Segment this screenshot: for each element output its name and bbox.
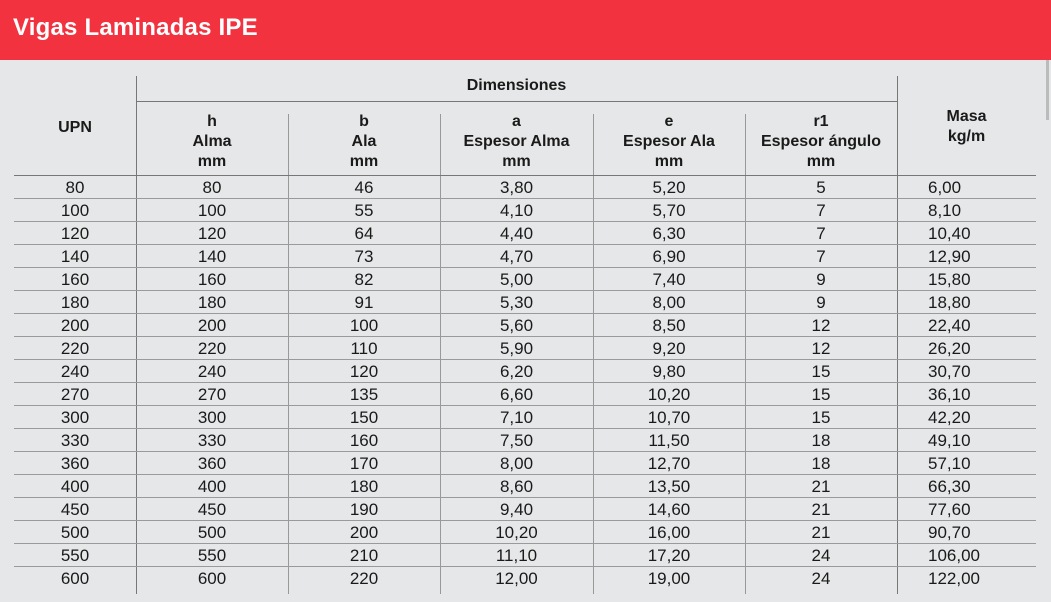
cell-r1: 7 (816, 247, 826, 266)
cell-r1: 18 (811, 454, 831, 473)
cell-upn: 240 (60, 362, 90, 381)
table-row (14, 337, 1036, 360)
table-row (14, 383, 1036, 406)
cell-r1: 21 (811, 477, 831, 496)
cell-r1: 24 (811, 569, 831, 588)
cell-masa: 42,20 (928, 408, 971, 427)
table-row (14, 314, 1036, 337)
cell-h: 330 (197, 431, 227, 450)
cell-upn: 200 (60, 316, 90, 335)
cell-upn: 160 (60, 270, 90, 289)
table-row (14, 406, 1036, 429)
cell-e: 10,70 (647, 408, 691, 427)
cell-h: 100 (197, 201, 227, 220)
cell-masa: 8,10 (928, 201, 962, 220)
cell-e: 19,00 (647, 569, 691, 588)
cell-h: 400 (197, 477, 227, 496)
cell-h: 450 (197, 500, 227, 519)
cell-a: 5,00 (499, 270, 534, 289)
cell-upn: 360 (60, 454, 90, 473)
cell-a: 4,10 (499, 201, 534, 220)
cell-a: 9,40 (499, 500, 534, 519)
cell-r1: 21 (811, 523, 831, 542)
cell-e: 5,70 (652, 201, 686, 220)
cell-h: 500 (197, 523, 227, 542)
cell-masa: 10,40 (928, 224, 971, 243)
table-row (14, 291, 1036, 314)
cell-masa: 106,00 (928, 546, 980, 565)
cell-e: 17,20 (647, 546, 691, 565)
cell-upn: 80 (65, 178, 85, 197)
cell-r1: 15 (811, 362, 831, 381)
cell-b: 73 (354, 247, 374, 266)
table-row (14, 544, 1036, 567)
cell-a: 4,70 (499, 247, 534, 266)
cell-masa: 12,90 (928, 247, 971, 266)
cell-e: 12,70 (647, 454, 691, 473)
table-row (14, 521, 1036, 544)
cell-e: 10,20 (647, 385, 691, 404)
cell-r1: 18 (811, 431, 831, 450)
cell-r1: 9 (816, 293, 826, 312)
cell-b: 220 (349, 569, 379, 588)
cell-masa: 22,40 (928, 316, 971, 335)
cell-h: 240 (197, 362, 227, 381)
table-row (14, 429, 1036, 452)
cell-b: 210 (349, 546, 379, 565)
cell-a: 8,00 (499, 454, 534, 473)
cell-a: 6,60 (499, 385, 534, 404)
cell-r1: 21 (811, 500, 831, 519)
table-row (14, 268, 1036, 291)
cell-upn: 400 (60, 477, 90, 496)
cell-b: 190 (349, 500, 379, 519)
cell-a: 5,90 (499, 339, 534, 358)
header-r1: r1 Espesor ángulo mm (760, 113, 882, 170)
header-dimensiones: Dimensiones (466, 77, 567, 94)
cell-upn: 600 (60, 569, 90, 588)
cell-e: 14,60 (647, 500, 691, 519)
cell-e: 6,30 (652, 224, 686, 243)
cell-e: 16,00 (647, 523, 691, 542)
cell-b: 64 (354, 224, 374, 243)
cell-r1: 7 (816, 201, 826, 220)
cell-masa: 90,70 (928, 523, 971, 542)
cell-e: 7,40 (652, 270, 686, 289)
table-row (14, 475, 1036, 498)
header-masa: Masa kg/m (946, 108, 987, 145)
cell-b: 91 (354, 293, 374, 312)
cell-a: 3,80 (499, 178, 534, 197)
cell-upn: 270 (60, 385, 90, 404)
table-row (14, 360, 1036, 383)
cell-r1: 5 (816, 178, 826, 197)
cell-b: 150 (349, 408, 379, 427)
table-row (14, 245, 1036, 268)
cell-a: 7,10 (499, 408, 534, 427)
cell-e: 6,90 (652, 247, 686, 266)
page-title: Vigas Laminadas IPE (13, 14, 258, 41)
cell-a: 6,20 (499, 362, 534, 381)
cell-e: 13,50 (647, 477, 691, 496)
cell-upn: 330 (60, 431, 90, 450)
cell-upn: 450 (60, 500, 90, 519)
cell-a: 12,00 (495, 569, 538, 588)
cell-b: 160 (349, 431, 379, 450)
cell-a: 5,30 (499, 293, 534, 312)
cell-upn: 180 (60, 293, 90, 312)
table-row (14, 567, 1036, 590)
cell-r1: 7 (816, 224, 826, 243)
cell-r1: 9 (816, 270, 826, 289)
header-h: h Alma mm (192, 113, 232, 170)
cell-upn: 220 (60, 339, 90, 358)
cell-b: 110 (350, 339, 378, 358)
cell-b: 82 (354, 270, 374, 289)
cell-masa: 6,00 (928, 178, 962, 197)
header-b: b Ala mm (349, 113, 379, 170)
cell-masa: 18,80 (928, 293, 971, 312)
cell-h: 550 (197, 546, 227, 565)
table-row (14, 176, 1036, 199)
header-upn: UPN (58, 119, 92, 136)
cell-e: 9,80 (652, 362, 686, 381)
cell-upn: 550 (60, 546, 90, 565)
cell-masa: 122,00 (928, 569, 980, 588)
cell-masa: 57,10 (928, 454, 971, 473)
cell-masa: 66,30 (928, 477, 971, 496)
cell-h: 160 (197, 270, 227, 289)
cell-h: 140 (197, 247, 227, 266)
cell-masa: 49,10 (928, 431, 971, 450)
cell-a: 7,50 (499, 431, 534, 450)
cell-h: 120 (197, 224, 227, 243)
cell-upn: 500 (60, 523, 90, 542)
cell-masa: 15,80 (928, 270, 971, 289)
cell-upn: 140 (60, 247, 90, 266)
cell-a: 10,20 (495, 523, 538, 542)
cell-h: 220 (197, 339, 227, 358)
cell-e: 5,20 (652, 178, 686, 197)
cell-b: 100 (349, 316, 379, 335)
title-bar (0, 0, 1051, 60)
cell-upn: 120 (60, 224, 90, 243)
cell-r1: 15 (811, 385, 831, 404)
cell-b: 135 (349, 385, 379, 404)
header-a: a Espesor Alma mm (463, 113, 570, 170)
cell-h: 300 (197, 408, 227, 427)
cell-upn: 100 (60, 201, 90, 220)
cell-a: 8,60 (499, 477, 534, 496)
cell-b: 55 (354, 201, 374, 220)
cell-b: 180 (349, 477, 379, 496)
cell-h: 80 (202, 178, 222, 197)
cell-h: 270 (197, 385, 227, 404)
cell-e: 8,50 (652, 316, 686, 335)
cell-masa: 36,10 (928, 385, 971, 404)
table-row (14, 222, 1036, 245)
cell-a: 5,60 (499, 316, 534, 335)
cell-e: 8,00 (652, 293, 686, 312)
cell-a: 11,10 (495, 546, 538, 565)
cell-r1: 24 (811, 546, 831, 565)
dimensiones-underline (136, 101, 897, 102)
cell-b: 200 (349, 523, 379, 542)
cell-e: 9,20 (652, 339, 686, 358)
cell-a: 4,40 (499, 224, 534, 243)
cell-h: 360 (197, 454, 227, 473)
cell-b: 120 (349, 362, 379, 381)
cell-r1: 15 (811, 408, 831, 427)
edge-divider (1046, 60, 1049, 120)
cell-h: 200 (197, 316, 227, 335)
cell-h: 180 (197, 293, 227, 312)
cell-masa: 26,20 (928, 339, 971, 358)
cell-b: 170 (349, 454, 379, 473)
cell-e: 11,50 (648, 431, 690, 450)
cell-b: 46 (354, 178, 374, 197)
table-row (14, 498, 1036, 521)
cell-masa: 77,60 (928, 500, 971, 519)
cell-r1: 12 (811, 339, 831, 358)
table-row (14, 452, 1036, 475)
cell-masa: 30,70 (928, 362, 971, 381)
table-row (14, 199, 1036, 222)
cell-upn: 300 (60, 408, 90, 427)
cell-h: 600 (197, 569, 227, 588)
cell-r1: 12 (811, 316, 831, 335)
header-e: e Espesor Ala mm (623, 113, 715, 170)
